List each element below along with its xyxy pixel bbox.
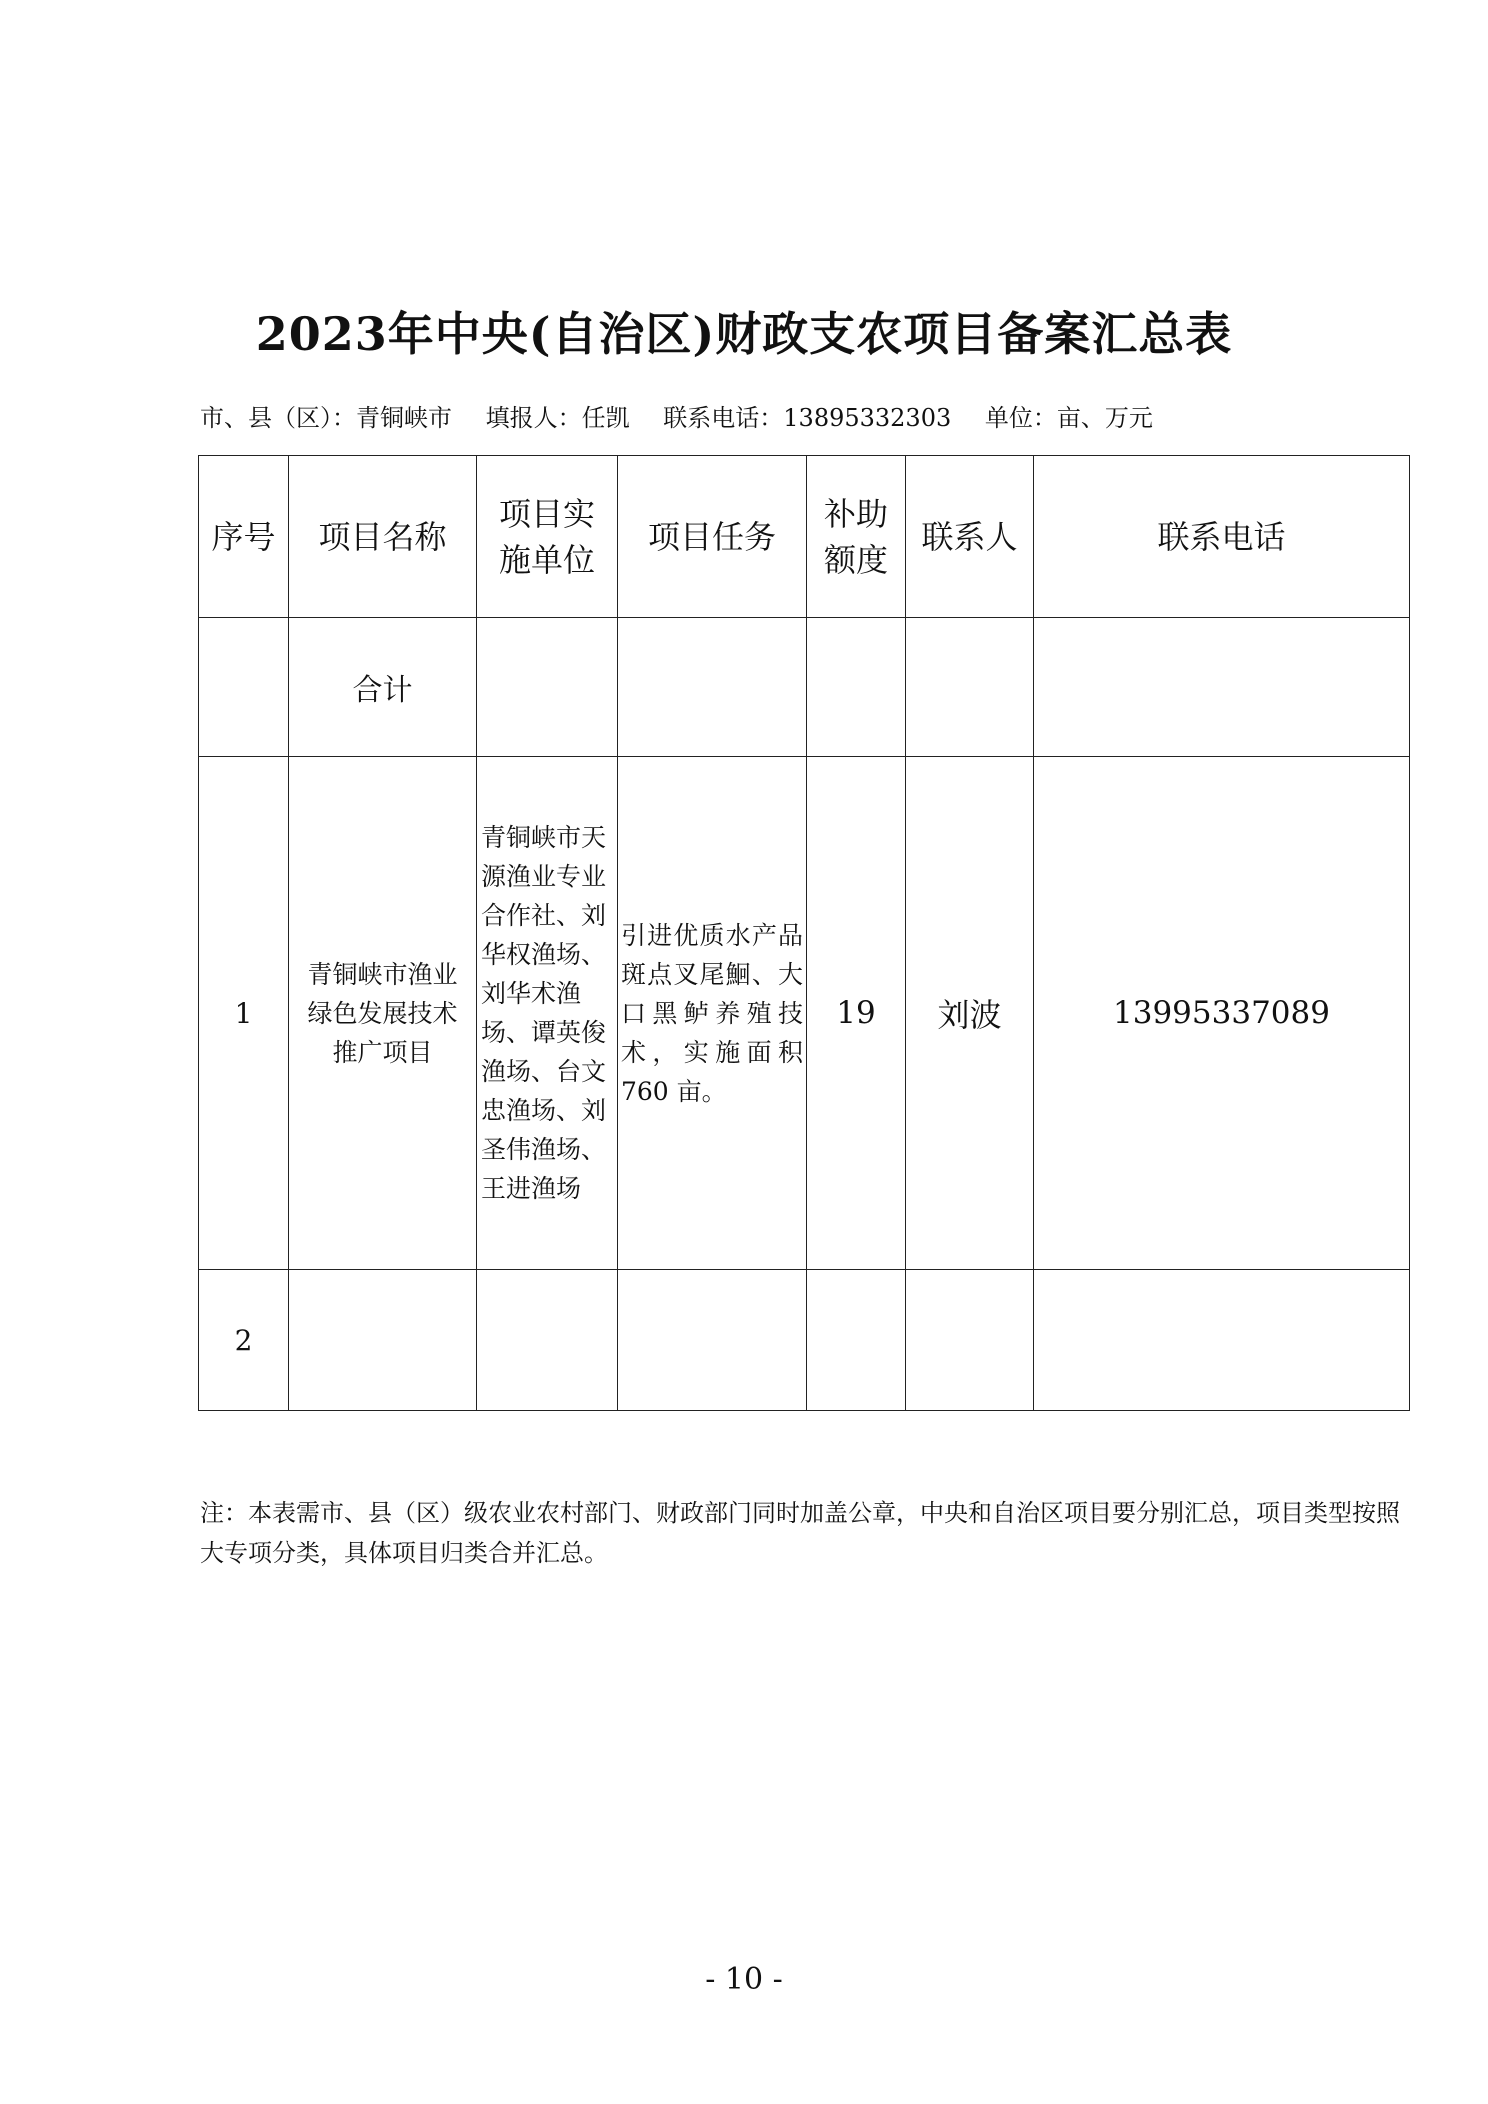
- row-task-end: 760 亩。: [621, 1076, 727, 1106]
- header-contact: 联系人: [906, 456, 1034, 618]
- row-seq: 2: [199, 1270, 289, 1411]
- row-contact: 刘波: [906, 757, 1034, 1270]
- header-impl: [477, 456, 618, 618]
- page-number: - 10 -: [705, 1962, 783, 1997]
- header-impl-line1: 项目实: [498, 494, 595, 533]
- header-seq: 序号: [199, 456, 289, 618]
- header-subsidy: [807, 456, 906, 618]
- meta-reporter: 填报人：任凯: [485, 404, 630, 432]
- row-phone: 13995337089: [1034, 757, 1410, 1270]
- meta-phone: 联系电话：13895332303: [663, 404, 952, 432]
- row-impl-unit: [477, 757, 618, 1270]
- row-task-text: 引进优质水产品斑点叉尾鮰、大口黑鲈养殖技术，实施面积: [621, 920, 803, 1067]
- header-impl-line2: 施单位: [498, 540, 595, 579]
- header-subsidy-line1: 补助: [823, 494, 888, 533]
- row-project-name-text: 青铜峡市渔业绿色发展技术推广项目: [307, 959, 458, 1067]
- row-task-block: [618, 916, 806, 1111]
- header-contact-phone: 联系电话: [1034, 456, 1410, 618]
- meta-unit: 单位：亩、万元: [984, 404, 1153, 432]
- row-project-name: [289, 757, 477, 1270]
- header-name: 项目名称: [289, 456, 477, 618]
- report-meta: [200, 398, 1179, 433]
- table-row-total: [199, 618, 1410, 757]
- page-title: 2023年中央(自治区)财政支农项目备案汇总表: [255, 307, 1233, 361]
- table-row: [199, 1270, 1410, 1411]
- table-row: [199, 757, 1410, 1270]
- row-task: [618, 757, 807, 1270]
- row-seq: 1: [199, 757, 289, 1270]
- header-task: 项目任务: [618, 456, 807, 618]
- table-header-row: [199, 456, 1410, 618]
- row-impl-unit-text: 青铜峡市天源渔业专业合作社、刘华权渔场、刘华术渔场、谭英俊渔场、台文忠渔场、刘圣伟渔场、王进渔场: [481, 823, 607, 1203]
- row-subsidy: 19: [807, 757, 906, 1270]
- header-subsidy-line2: 额度: [823, 540, 888, 579]
- footnote: 注：本表需市、县（区）级农业农村部门、财政部门同时加盖公章，中央和自治区项目要分别汇总，项目类型按照大专项分类，具体项目归类合并汇总。: [200, 1499, 1400, 1567]
- project-table: [198, 455, 1410, 1411]
- meta-region: 市、县（区）：青铜峡市: [200, 404, 452, 432]
- total-label: 合计: [289, 618, 477, 757]
